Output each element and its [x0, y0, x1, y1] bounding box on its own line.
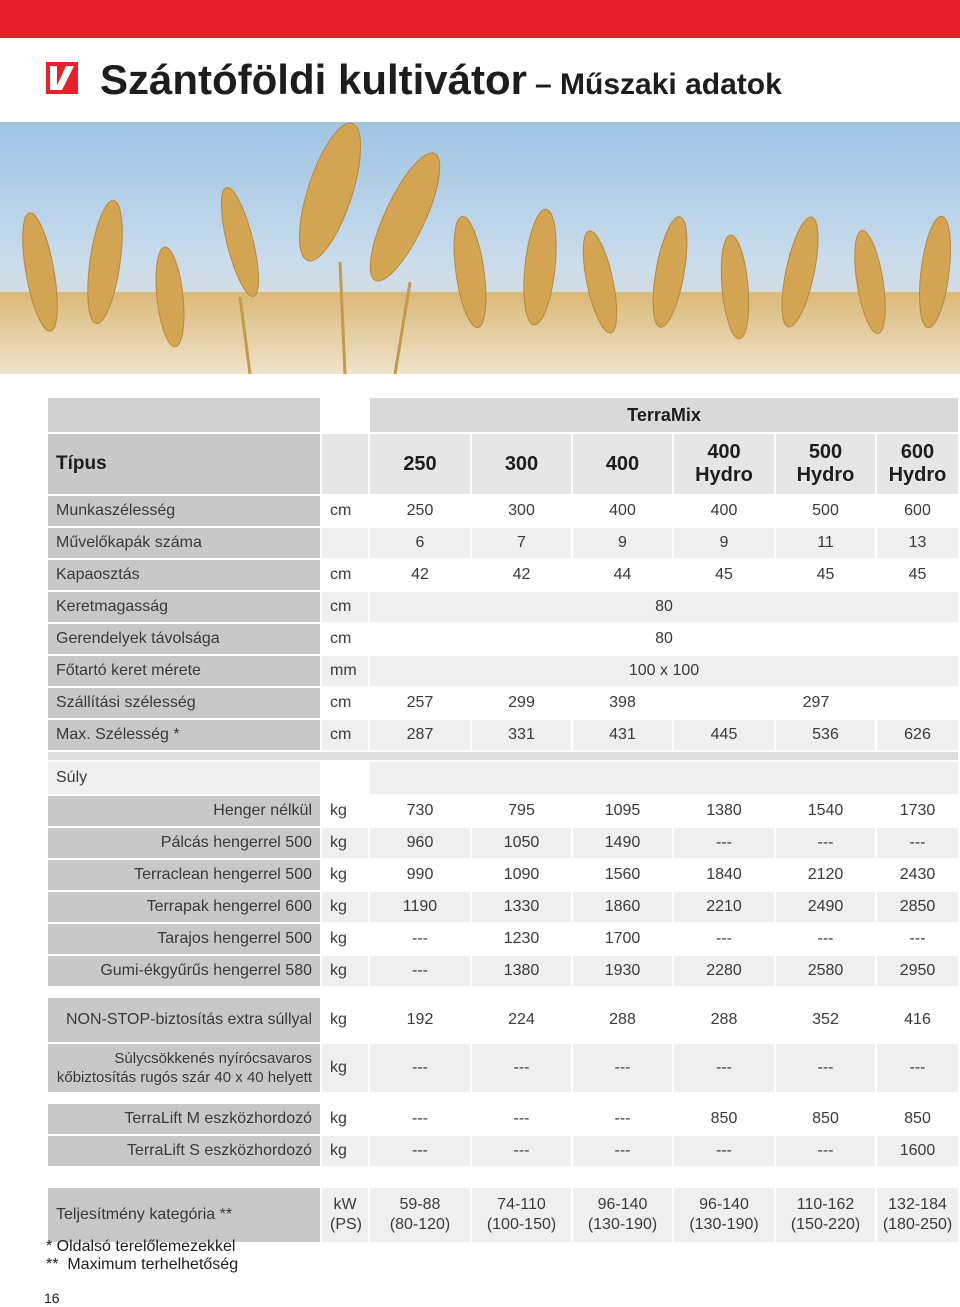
table-row: Max. Szélesség * cm 287 331 431 445 536 626: [48, 720, 958, 750]
weight-section-header: [48, 762, 958, 794]
table-row: Pálcás hengerrel 500 kg 960 1050 1490 --- --- ---: [48, 828, 958, 858]
col-header-500-hydro: 500 Hydro: [776, 434, 875, 494]
table-row: Gumi-ékgyűrűs hengerrel 580 kg --- 1380 1930 2280 2580 2950: [48, 956, 958, 986]
top-accent-bar: [0, 0, 960, 38]
table-row: Tarajos hengerrel 500 kg --- 1230 1700 --- --- ---: [48, 924, 958, 954]
spec-table: [46, 396, 960, 1244]
table-row: Terrapak hengerrel 600 kg 1190 1330 1860 2210 2490 2850: [48, 892, 958, 922]
col-header-400: 400: [573, 434, 672, 494]
table-row: Munkaszélesség cm 250 300 400 400 500 600: [48, 496, 958, 526]
table-row: Művelőkapák száma 6 7 9 9 11 13: [48, 528, 958, 558]
col-header-400-hydro: 400 Hydro: [674, 434, 774, 494]
footnote-2: ** Maximum terhelhetőség: [46, 1256, 239, 1273]
col-header-300: 300: [472, 434, 571, 494]
page-title-sub: – Műszaki adatok: [535, 68, 782, 101]
brand-header-row: [48, 398, 958, 432]
table-row: Teljesítmény kategória ** kW (PS) 59-88 (80-120) 74-110 (100-150) 96-140 (130-190) 96-140 (130-190) 110-162 (150-220) 132-184 (180-250): [48, 1188, 958, 1242]
table-row: TerraLift S eszközhordozó kg --- --- --- --- --- 1600: [48, 1136, 958, 1166]
table-row: Terraclean hengerrel 500 kg 990 1090 1560 1840 2120 2430: [48, 860, 958, 890]
footnote-1: * Oldalsó terelőlemezekkel: [46, 1238, 236, 1255]
table-row: Súlycsökkenés nyírócsavaros kőbiztosítás rugós szár 40 x 40 helyett kg --- --- --- --- --- ---: [48, 1044, 958, 1092]
table-row: Gerendelyek távolsága cm 80: [48, 624, 958, 654]
page-title: [100, 56, 782, 103]
table-row: Kapaosztás cm 42 42 44 45 45 45: [48, 560, 958, 590]
page-title-main: Szántóföldi kultivátor: [100, 56, 528, 103]
brand-logo-icon: [46, 62, 78, 94]
table-row: NON-STOP-biztosítás extra súllyal kg 192 224 288 288 352 416: [48, 998, 958, 1042]
page-number: 16: [44, 1290, 60, 1306]
wheat-photo: [0, 122, 960, 374]
table-row: Keretmagasság cm 80: [48, 592, 958, 622]
table-row: TerraLift M eszközhordozó kg --- --- --- 850 850 850: [48, 1104, 958, 1134]
table-row: Főtartó keret mérete mm 100 x 100: [48, 656, 958, 686]
col-header-250: 250: [370, 434, 470, 494]
col-header-600-hydro: 600 Hydro: [877, 434, 958, 494]
table-row: Szállítási szélesség cm 257 299 398 297: [48, 688, 958, 718]
table-row: Henger nélkül kg 730 795 1095 1380 1540 1730: [48, 796, 958, 826]
weight-section-label: Súly: [48, 762, 320, 794]
brand-name: TerraMix: [370, 398, 958, 432]
type-header-row: [48, 434, 958, 494]
type-label: Típus: [48, 434, 320, 494]
